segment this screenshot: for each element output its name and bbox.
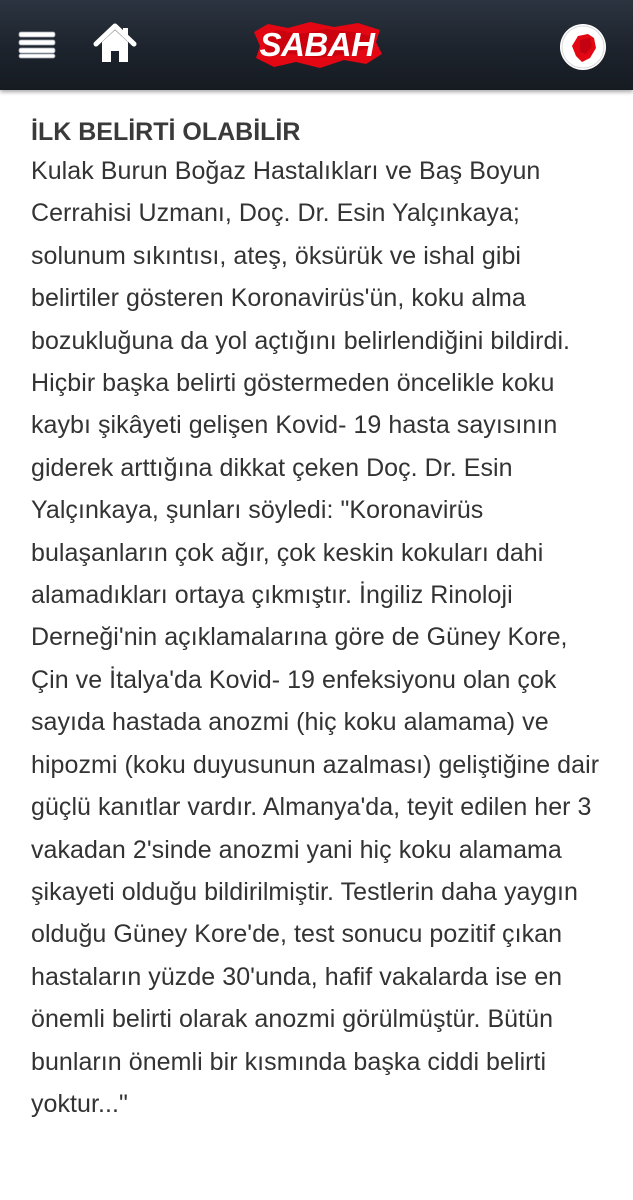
home-icon[interactable]: [92, 22, 138, 66]
article-paragraph: Kulak Burun Boğaz Hastalıkları ve Baş Boyun Cerrahisi Uzmanı, Doç. Dr. Esin Yalçınkaya; solunum sıkıntısı, ateş, öksürük ve ishal gibi belirtiler gösteren Koronavirüs'ün, koku alma bozukluğuna da yol açtığını belirlendiğini bildirdi. Hiçbir başka belirti göstermeden öncelikle koku kaybı şikâyeti gelişen Kovid- 19 hasta sayısının giderek arttığına dikkat çeken Doç. Dr. Esin Yalçınkaya, şunları söyledi: "Koronavirüs bulaşanların çok ağır, çok keskin kokuları dahi alamadıkları ortaya çıkmıştır. İngiliz Rinoloji Derneği'nin açıklamalarına göre de Güney Kore, Çin ve İtalya'da Kovid- 19 enfeksiyonu olan çok sayıda hastada anozmi (hiç koku alamama) ve hipozmi (koku duyusunun azalması) geliştiğine dair güçlü kanıtlar vardır. Almanya'da, teyit edilen her 3 vakadan 2'sinde anozmi yani hiç koku alamama şikayeti olduğu bildirilmiştir. Testlerin daha yaygın olduğu Güney Kore'de, test sonucu pozitif çıkan hastaların yüzde 30'unda, hafif vakalarda ise en önemli belirti olarak anozmi görülmüştür. Bütün bunların önemli bir kısmında başka ciddi belirti yoktur...": [31, 157, 600, 1118]
sabah-logo[interactable]: [248, 18, 386, 72]
logo-text: SABAH: [259, 26, 375, 63]
section-headline: İLK BELİRTİ OLABİLİR: [31, 118, 301, 146]
top-navigation-bar: [0, 0, 633, 90]
hamburger-menu-icon[interactable]: [18, 30, 56, 60]
shield-badge-icon[interactable]: [560, 24, 606, 70]
article-content: [0, 90, 633, 1125]
